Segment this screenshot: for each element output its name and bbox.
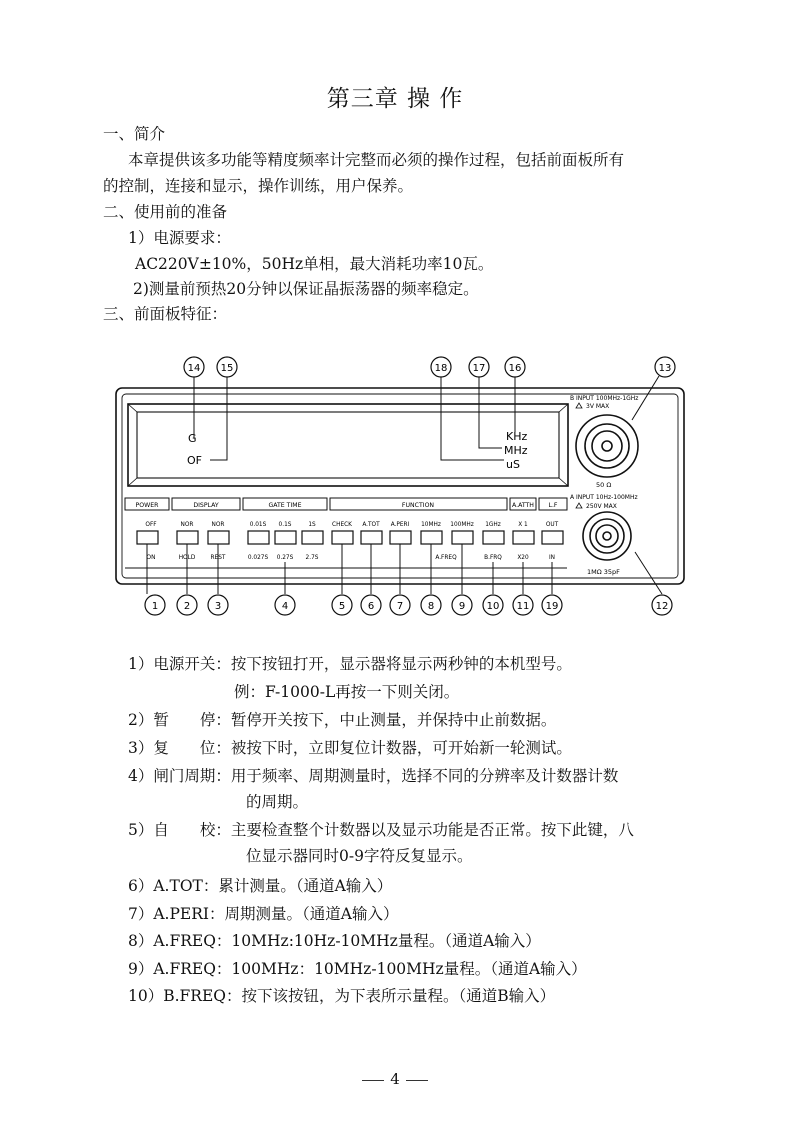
button-afreq[interactable]: A.FREQ (435, 555, 457, 561)
button-x1[interactable]: X 1 (518, 522, 528, 528)
button-gate-0027[interactable]: 0.027S (247, 555, 269, 561)
button-10mhz[interactable]: 10MHz (421, 522, 441, 528)
group-function-label: FUNCTION (401, 502, 435, 509)
callout-8: 8 (427, 601, 435, 612)
channel-a-max: 250V MAX (586, 503, 617, 510)
callout-7: 7 (396, 601, 404, 612)
callout-13: 13 (658, 363, 672, 374)
page-title: 第三章 操 作 (326, 86, 464, 112)
page-footer (0, 1070, 790, 1088)
button-gate-001[interactable]: 0.01S (249, 522, 267, 528)
callout-14: 14 (187, 363, 201, 374)
list-item: 5）自 校：主要检查整个计数器以及显示功能是否正常。按下此键，八 (128, 821, 634, 839)
warning-triangle-icon (576, 403, 582, 408)
callout-18: 18 (434, 363, 448, 374)
list-item: 1）电源开关：按下按钮打开，显示器将显示两秒钟的本机型号。 (128, 655, 572, 673)
group-lf-label: L.F (548, 502, 558, 509)
display-khz-label: KHz (506, 430, 528, 443)
group-display-label: DISPLAY (193, 502, 219, 509)
paragraph-line: 的控制，连接和显示，操作训练，用户保养。 (103, 177, 414, 195)
callout-12: 12 (655, 601, 669, 612)
list-item: 7）A.PERI：周期测量。（通道A输入） (128, 905, 399, 923)
display-mhz-label: MHz (504, 444, 528, 457)
list-item: 10）B.FREQ：按下该按钮，为下表所示量程。（通道B输入） (128, 987, 556, 1005)
callout-4: 4 (281, 601, 289, 612)
callout-1: 1 (151, 601, 159, 612)
paragraph-line: 本章提供该多功能等精度频率计完整而必须的操作过程，包括前面板所有 (128, 151, 625, 169)
callout-3: 3 (214, 601, 222, 612)
section-heading-intro: 一、简介 (103, 125, 166, 143)
button-bfrq[interactable]: B.FRQ (484, 555, 502, 561)
button-gate-027[interactable]: 0.27S (276, 555, 294, 561)
callout-6: 6 (367, 601, 375, 612)
paragraph-line: 位显示器同时0-9字符反复显示。 (246, 847, 473, 865)
callout-11: 11 (516, 601, 530, 612)
display-g-label: G (188, 432, 197, 445)
button-100mhz[interactable]: 100MHz (450, 522, 474, 528)
group-power-label: POWER (135, 502, 159, 509)
channel-b-spec: B INPUT 100MHz-1GHz (570, 395, 639, 402)
button-gate-01[interactable]: 0.1S (278, 522, 292, 528)
button-aperi[interactable]: A.PERI (390, 522, 410, 528)
list-item: 3）复 位：被按下时，立即复位计数器，可开始新一轮测试。 (128, 739, 572, 757)
button-gate-27[interactable]: 2.7S (305, 555, 319, 561)
paragraph-line: 例：F-1000-L再按一下则关闭。 (234, 683, 460, 701)
button-out[interactable]: OUT (545, 522, 559, 528)
button-in[interactable]: IN (548, 555, 556, 561)
callout-16: 16 (508, 363, 522, 374)
channel-b-impedance: 50 Ω (596, 481, 612, 489)
callout-9: 9 (458, 601, 466, 612)
list-item: 1）电源要求： (128, 229, 231, 247)
front-panel-diagram (110, 348, 690, 628)
list-item: 2)测量前预热20分钟以保证晶振荡器的频率稳定。 (133, 280, 479, 298)
button-hold[interactable]: HOLD (178, 555, 196, 561)
section-heading-panel: 三、前面板特征： (103, 305, 228, 323)
button-atot[interactable]: A.TOT (362, 522, 380, 528)
channel-a-spec: A INPUT 10Hz-100MHz (570, 494, 638, 501)
list-item: 6）A.TOT：累计测量。（通道A输入） (128, 877, 393, 895)
footer-dash-left (362, 1080, 384, 1081)
channel-a-impedance: 1MΩ 35pF (587, 568, 620, 576)
list-item: 8）A.FREQ：10MHz:10Hz-10MHz量程。（通道A输入） (128, 932, 541, 950)
button-rest[interactable]: REST (210, 555, 226, 561)
button-check[interactable]: CHECK (332, 522, 352, 528)
list-item: 4）闸门周期：用于频率、周期测量时，选择不同的分辨率及计数器计数 (128, 767, 619, 785)
button-power-off[interactable]: OFF (145, 522, 157, 528)
button-1ghz[interactable]: 1GHz (485, 522, 501, 528)
section-heading-prep: 二、使用前的准备 (103, 203, 228, 221)
button-nor-1[interactable]: NOR (180, 522, 194, 528)
button-power-on[interactable]: ON (146, 555, 156, 561)
page-number: 4 (390, 1070, 400, 1088)
channel-b-max: 3V MAX (586, 403, 610, 410)
warning-triangle-icon (576, 503, 582, 508)
callout-15: 15 (220, 363, 234, 374)
button-nor-2[interactable]: NOR (211, 522, 225, 528)
callout-10: 10 (486, 601, 500, 612)
paragraph-line: 的周期。 (246, 793, 309, 811)
list-item: 9）A.FREQ：100MHz：10MHz-100MHz量程。（通道A输入） (128, 960, 587, 978)
display-of-label: OF (187, 454, 202, 467)
footer-dash-right (406, 1080, 428, 1081)
callout-5: 5 (338, 601, 346, 612)
callout-17: 17 (472, 363, 486, 374)
group-aatth-label: A.ATTH (512, 502, 534, 509)
button-x20[interactable]: X20 (517, 555, 529, 561)
group-gate-time-label: GATE TIME (268, 502, 302, 509)
callout-2: 2 (183, 601, 191, 612)
display-us-label: uS (506, 458, 520, 471)
button-gate-1[interactable]: 1S (308, 522, 316, 528)
paragraph-line: AC220V±10%，50Hz单相，最大消耗功率10瓦。 (135, 255, 494, 273)
callout-19: 19 (545, 601, 559, 612)
list-item: 2）暂 停：暂停开关按下，中止测量，并保持中止前数据。 (128, 711, 557, 729)
